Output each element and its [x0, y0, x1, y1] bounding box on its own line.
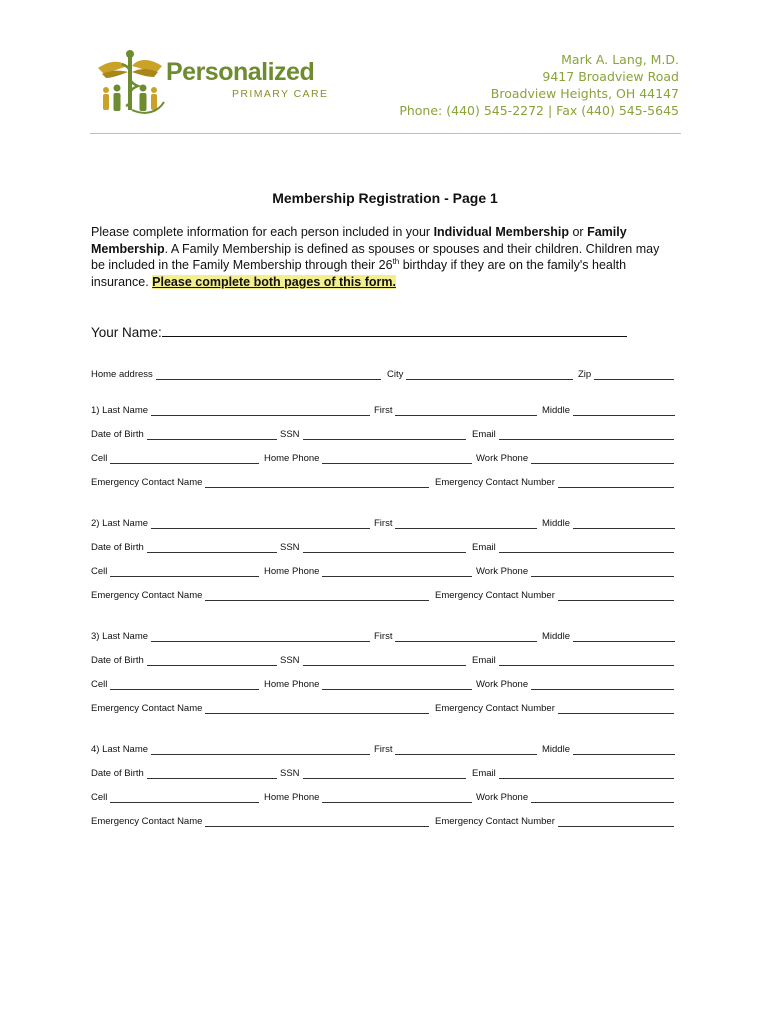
- person-2-date-of-birth-line[interactable]: [147, 542, 277, 553]
- caduceus-family-icon: [92, 46, 172, 118]
- person-2-last-name-label: [91, 518, 148, 529]
- person-3-ssn-label: SSN: [280, 655, 300, 666]
- person-2-row: [91, 590, 676, 606]
- person-4-ssn-label: SSN: [280, 768, 300, 779]
- practice-logo: [92, 46, 332, 118]
- person-3-last-name-label: [91, 631, 148, 642]
- person-1-row: [91, 453, 676, 469]
- person-2-emergency-contact-number-line[interactable]: [558, 590, 674, 601]
- person-1-row: [91, 429, 676, 445]
- person-2-last-name-field[interactable]: [91, 518, 370, 529]
- city-line[interactable]: [406, 369, 573, 380]
- person-3-cell-phone-field[interactable]: [91, 679, 259, 690]
- person-4-home-phone-label: Home Phone: [264, 792, 320, 803]
- person-4-emergency-contact-number-line[interactable]: [558, 816, 674, 827]
- last-name-text: Last Name: [102, 405, 149, 416]
- person-1-ssn-field[interactable]: [280, 429, 466, 440]
- person-1-home-phone-label: Home Phone: [264, 453, 320, 464]
- person-4-date-of-birth-label: Date of Birth: [91, 768, 144, 779]
- person-4-work-phone-line[interactable]: [531, 792, 674, 803]
- home-address-line[interactable]: [156, 369, 381, 380]
- person-2-email-field[interactable]: [472, 542, 674, 553]
- person-1-home-phone-field[interactable]: [264, 453, 472, 464]
- person-4-emergency-contact-name-label: Emergency Contact Name: [91, 816, 203, 827]
- person-3-middle-name-label: Middle: [542, 631, 570, 642]
- person-1-work-phone-field[interactable]: [476, 453, 674, 464]
- person-4-email-label: Email: [472, 768, 496, 779]
- person-2-emergency-contact-name-field[interactable]: [91, 590, 429, 601]
- person-number: 4): [91, 744, 100, 755]
- person-2-ssn-line[interactable]: [303, 542, 466, 553]
- person-4-first-name-label: First: [374, 744, 393, 755]
- intro-highlight: Please complete both pages of this form.: [152, 274, 396, 289]
- person-2-work-phone-label: Work Phone: [476, 566, 529, 577]
- person-4-last-name-label: [91, 744, 148, 755]
- person-1-middle-name-line[interactable]: [573, 405, 675, 416]
- person-4-emergency-contact-name-field[interactable]: [91, 816, 429, 827]
- person-3-row: [91, 703, 676, 719]
- intro-bold-family: Family Membership: [91, 225, 627, 256]
- person-3-ssn-field[interactable]: [280, 655, 466, 666]
- person-3-emergency-contact-name-label: Emergency Contact Name: [91, 703, 203, 714]
- person-1-first-name-label: First: [374, 405, 393, 416]
- last-name-text: Last Name: [102, 631, 149, 642]
- person-3-emergency-contact-number-field[interactable]: [435, 703, 674, 714]
- person-1-email-field[interactable]: [472, 429, 674, 440]
- home-address-label: Home address: [91, 369, 153, 380]
- person-3-emergency-contact-number-label: Emergency Contact Number: [435, 703, 555, 714]
- person-4-work-phone-field[interactable]: [476, 792, 674, 803]
- person-3-first-name-label: First: [374, 631, 393, 642]
- person-2-middle-name-label: Middle: [542, 518, 570, 529]
- your-name-row: [91, 322, 627, 340]
- person-3-email-line[interactable]: [499, 655, 674, 666]
- intro-text-3: . A Family Membership is defined as spouses or spouses and their children. Children may be included in the Family Membership through their 26: [91, 241, 660, 272]
- person-4-ssn-line[interactable]: [303, 768, 466, 779]
- person-number: 2): [91, 518, 100, 529]
- person-1-email-label: Email: [472, 429, 496, 440]
- person-2-home-phone-field[interactable]: [264, 566, 472, 577]
- person-1-emergency-contact-number-field[interactable]: [435, 477, 674, 488]
- person-3-home-phone-line[interactable]: [322, 679, 472, 690]
- intro-text-4: birthday if they are on the family's health insurance.: [91, 258, 627, 289]
- person-3-last-name-line[interactable]: [151, 631, 370, 642]
- person-4-row: [91, 792, 676, 808]
- person-2-emergency-contact-number-field[interactable]: [435, 590, 674, 601]
- person-4-last-name-line[interactable]: [151, 744, 370, 755]
- person-4-home-phone-line[interactable]: [322, 792, 472, 803]
- contact-block: [399, 51, 679, 119]
- zip-label: Zip: [578, 369, 592, 380]
- person-3-first-name-line[interactable]: [395, 631, 537, 642]
- person-1-date-of-birth-field[interactable]: [91, 429, 277, 440]
- person-3-work-phone-field[interactable]: [476, 679, 674, 690]
- person-4-middle-name-line[interactable]: [573, 744, 675, 755]
- intro-paragraph: [91, 224, 671, 290]
- person-3-row: [91, 631, 676, 647]
- person-3-date-of-birth-label: Date of Birth: [91, 655, 144, 666]
- person-4-cell-phone-line[interactable]: [110, 792, 259, 803]
- person-1-email-line[interactable]: [499, 429, 674, 440]
- person-1-last-name-line[interactable]: [151, 405, 370, 416]
- person-1-date-of-birth-label: Date of Birth: [91, 429, 144, 440]
- zip-line[interactable]: [594, 369, 674, 380]
- city-label: City: [387, 369, 404, 380]
- person-4-ssn-field[interactable]: [280, 768, 466, 779]
- person-3-cell-phone-line[interactable]: [110, 679, 259, 690]
- person-1-last-name-label: [91, 405, 148, 416]
- person-3-emergency-contact-number-line[interactable]: [558, 703, 674, 714]
- intro-text-2: or: [569, 225, 588, 239]
- person-2-home-phone-label: Home Phone: [264, 566, 320, 577]
- your-name-label: Your Name:: [91, 325, 162, 340]
- person-2-work-phone-field[interactable]: [476, 566, 674, 577]
- person-2-first-name-label: First: [374, 518, 393, 529]
- person-2-cell-phone-label: Cell: [91, 566, 108, 577]
- person-3-email-label: Email: [472, 655, 496, 666]
- logo-subtitle: PRIMARY CARE: [232, 88, 329, 100]
- person-1-work-phone-line[interactable]: [531, 453, 674, 464]
- person-2-middle-name-line[interactable]: [573, 518, 675, 529]
- person-1-date-of-birth-line[interactable]: [147, 429, 277, 440]
- person-3-emergency-contact-name-field[interactable]: [91, 703, 429, 714]
- person-3-emergency-contact-name-line[interactable]: [205, 703, 429, 714]
- person-3-home-phone-field[interactable]: [264, 679, 472, 690]
- person-3-ssn-line[interactable]: [303, 655, 466, 666]
- person-2-date-of-birth-label: Date of Birth: [91, 542, 144, 553]
- person-number: 1): [91, 405, 100, 416]
- your-name-field[interactable]: [162, 322, 627, 337]
- person-3-first-name-field[interactable]: [374, 631, 537, 642]
- person-4-cell-phone-field[interactable]: [91, 792, 259, 803]
- person-4-row: [91, 744, 676, 760]
- person-2-middle-name-field[interactable]: [542, 518, 675, 529]
- person-3-email-field[interactable]: [472, 655, 674, 666]
- person-1-ssn-label: SSN: [280, 429, 300, 440]
- person-2-email-line[interactable]: [499, 542, 674, 553]
- person-1-last-name-field[interactable]: [91, 405, 370, 416]
- intro-text-1: Please complete information for each person included in your: [91, 225, 434, 239]
- person-3-middle-name-field[interactable]: [542, 631, 675, 642]
- person-1-cell-phone-line[interactable]: [110, 453, 259, 464]
- last-name-text: Last Name: [102, 744, 149, 755]
- person-4-email-line[interactable]: [499, 768, 674, 779]
- person-2-emergency-contact-number-label: Emergency Contact Number: [435, 590, 555, 601]
- person-1-first-name-field[interactable]: [374, 405, 537, 416]
- person-4-first-name-field[interactable]: [374, 744, 537, 755]
- doctor-name: Mark A. Lang, M.D.: [561, 52, 679, 67]
- person-3-date-of-birth-line[interactable]: [147, 655, 277, 666]
- person-2-work-phone-line[interactable]: [531, 566, 674, 577]
- person-1-middle-name-label: Middle: [542, 405, 570, 416]
- person-4-row: [91, 816, 676, 832]
- person-1-cell-phone-label: Cell: [91, 453, 108, 464]
- person-4-middle-name-field[interactable]: [542, 744, 675, 755]
- person-3-row: [91, 679, 676, 695]
- person-1-first-name-line[interactable]: [395, 405, 537, 416]
- person-2-email-label: Email: [472, 542, 496, 553]
- person-2-first-name-line[interactable]: [395, 518, 537, 529]
- person-4-date-of-birth-field[interactable]: [91, 768, 277, 779]
- person-4-first-name-line[interactable]: [395, 744, 537, 755]
- address-row: [91, 369, 676, 385]
- intro-superscript: th: [392, 256, 400, 266]
- person-2-cell-phone-field[interactable]: [91, 566, 259, 577]
- person-2-row: [91, 566, 676, 582]
- person-4-email-field[interactable]: [472, 768, 674, 779]
- letterhead: [0, 0, 770, 140]
- person-1-emergency-contact-number-label: Emergency Contact Number: [435, 477, 555, 488]
- person-4-emergency-contact-number-field[interactable]: [435, 816, 674, 827]
- person-4-emergency-contact-name-line[interactable]: [205, 816, 429, 827]
- person-2-emergency-contact-name-label: Emergency Contact Name: [91, 590, 203, 601]
- person-4-home-phone-field[interactable]: [264, 792, 472, 803]
- zip-field[interactable]: [578, 369, 674, 380]
- person-1-work-phone-label: Work Phone: [476, 453, 529, 464]
- person-2-home-phone-line[interactable]: [322, 566, 472, 577]
- person-3-middle-name-line[interactable]: [573, 631, 675, 642]
- person-2-emergency-contact-name-line[interactable]: [205, 590, 429, 601]
- person-4-emergency-contact-number-label: Emergency Contact Number: [435, 816, 555, 827]
- phone-fax: Phone: (440) 545-2272 | Fax (440) 545-5645: [399, 103, 679, 118]
- person-4-last-name-field[interactable]: [91, 744, 370, 755]
- logo-wordmark: Personalized: [166, 58, 315, 86]
- person-1-ssn-line[interactable]: [303, 429, 466, 440]
- city-field[interactable]: [387, 369, 573, 380]
- header-divider: [90, 133, 681, 134]
- intro-bold-individual: Individual Membership: [433, 225, 569, 239]
- person-3-row: [91, 655, 676, 671]
- person-3-cell-phone-label: Cell: [91, 679, 108, 690]
- person-2-cell-phone-line[interactable]: [110, 566, 259, 577]
- form-title: Membership Registration - Page 1: [272, 190, 498, 206]
- person-2-ssn-field[interactable]: [280, 542, 466, 553]
- person-2-ssn-label: SSN: [280, 542, 300, 553]
- person-2-row: [91, 542, 676, 558]
- person-4-date-of-birth-line[interactable]: [147, 768, 277, 779]
- person-number: 3): [91, 631, 100, 642]
- home-address-field[interactable]: [91, 369, 381, 380]
- person-1-cell-phone-field[interactable]: [91, 453, 259, 464]
- person-1-home-phone-line[interactable]: [322, 453, 472, 464]
- person-1-row: [91, 405, 676, 421]
- last-name-text: Last Name: [102, 518, 149, 529]
- person-4-cell-phone-label: Cell: [91, 792, 108, 803]
- person-2-first-name-field[interactable]: [374, 518, 537, 529]
- person-4-middle-name-label: Middle: [542, 744, 570, 755]
- city-address: Broadview Heights, OH 44147: [490, 86, 679, 101]
- person-3-home-phone-label: Home Phone: [264, 679, 320, 690]
- person-1-emergency-contact-name-line[interactable]: [205, 477, 429, 488]
- street-address: 9417 Broadview Road: [542, 69, 679, 84]
- person-1-middle-name-field[interactable]: [542, 405, 675, 416]
- person-1-emergency-contact-name-label: Emergency Contact Name: [91, 477, 203, 488]
- person-3-date-of-birth-field[interactable]: [91, 655, 277, 666]
- person-1-emergency-contact-number-line[interactable]: [558, 477, 674, 488]
- person-1-emergency-contact-name-field[interactable]: [91, 477, 429, 488]
- person-4-row: [91, 768, 676, 784]
- person-3-last-name-field[interactable]: [91, 631, 370, 642]
- person-2-row: [91, 518, 676, 534]
- person-2-last-name-line[interactable]: [151, 518, 370, 529]
- person-3-work-phone-label: Work Phone: [476, 679, 529, 690]
- person-4-work-phone-label: Work Phone: [476, 792, 529, 803]
- person-2-date-of-birth-field[interactable]: [91, 542, 277, 553]
- person-1-row: [91, 477, 676, 493]
- person-3-work-phone-line[interactable]: [531, 679, 674, 690]
